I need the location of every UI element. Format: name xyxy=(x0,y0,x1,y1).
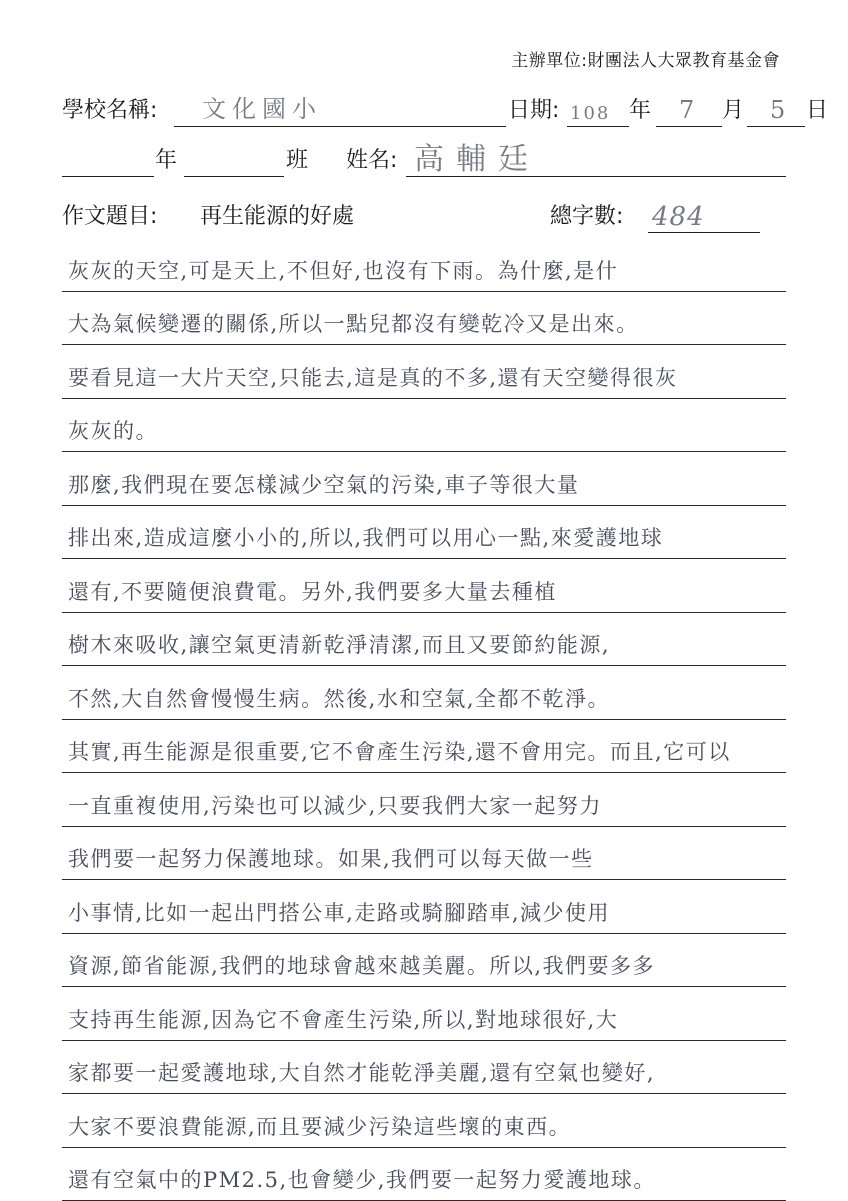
essay-line-text: 一直重複使用,污染也可以減少,只要我們大家一起努力 xyxy=(68,790,786,820)
month-label: 月 xyxy=(722,93,744,124)
class-label: 班 xyxy=(286,143,308,174)
essay-line xyxy=(62,827,786,881)
essay-line xyxy=(62,720,786,774)
grade-label: 年 xyxy=(155,143,177,174)
topic-count-row xyxy=(62,196,786,236)
essay-line-text: 家都要一起愛護地球,大自然才能乾淨美麗,還有空氣也變好, xyxy=(68,1057,786,1087)
essay-line xyxy=(62,399,786,453)
essay-line-text: 大家不要浪費能源,而且要減少污染這些壞的東西。 xyxy=(68,1111,786,1141)
essay-line-text: 資源,節省能源,我們的地球會越來越美麗。所以,我們要多多 xyxy=(68,950,786,980)
essay-line-text: 不然,大自然會慢慢生病。然後,水和空氣,全都不乾淨。 xyxy=(68,683,786,713)
year-label: 年 xyxy=(629,93,651,124)
class-field xyxy=(184,148,284,177)
essay-line-text: 灰灰的天空,可是天上,不但好,也沒有下雨。為什麼,是什 xyxy=(68,255,786,285)
essay-line-text: 要看見這一大片天空,只能去,這是真的不多,還有天空變得很灰 xyxy=(68,362,786,392)
essay-line-text: 還有,不要隨便浪費電。另外,我們要多大量去種植 xyxy=(68,576,786,606)
school-value: 文化國小 xyxy=(202,89,322,124)
essay-line xyxy=(62,1148,786,1201)
essay-line xyxy=(62,506,786,560)
day-label: 日 xyxy=(806,93,828,124)
essay-line xyxy=(62,238,786,292)
name-label: 姓名: xyxy=(346,143,397,174)
word-count-label: 總字數: xyxy=(550,199,623,230)
essay-line-text: 灰灰的。 xyxy=(68,415,786,445)
essay-line-text: 大為氣候變遷的關係,所以一點兒都沒有變乾冷又是出來。 xyxy=(68,308,786,338)
essay-body xyxy=(62,238,786,1201)
essay-line xyxy=(62,666,786,720)
date-day-value: 5 xyxy=(770,96,791,124)
grade-class-name-row xyxy=(62,140,786,180)
essay-line-text: 支持再生能源,因為它不會產生污染,所以,對地球很好,大 xyxy=(68,1004,786,1034)
essay-line xyxy=(62,345,786,399)
essay-line-text: 我們要一起努力保護地球。如果,我們可以每天做一些 xyxy=(68,843,786,873)
organizer-line: 主辦單位:財團法人大眾教育基金會 xyxy=(511,46,780,71)
date-label: 日期: xyxy=(508,93,559,124)
date-month-value: 7 xyxy=(679,96,700,124)
essay-line xyxy=(62,773,786,827)
essay-line xyxy=(62,613,786,667)
essay-line xyxy=(62,559,786,613)
essay-line xyxy=(62,1041,786,1095)
essay-line xyxy=(62,292,786,346)
school-label: 學校名稱: xyxy=(62,93,157,124)
essay-line xyxy=(62,987,786,1041)
essay-line-text: 排出來,造成這麼小小的,所以,我們可以用心一點,來愛護地球 xyxy=(68,522,786,552)
essay-line-text: 那麼,我們現在要怎樣減少空氣的污染,車子等很大量 xyxy=(68,469,786,499)
topic-label: 作文題目: xyxy=(62,199,157,230)
essay-line-text: 還有空氣中的PM2.5,也會變少,我們要一起努力愛護地球。 xyxy=(68,1164,786,1194)
date-year-value: 108 xyxy=(570,103,610,124)
essay-line xyxy=(62,1094,786,1148)
school-date-row xyxy=(62,90,786,130)
word-count-value: 484 xyxy=(652,202,705,232)
essay-line-text: 小事情,比如一起出門搭公車,走路或騎腳踏車,減少使用 xyxy=(68,897,786,927)
essay-line xyxy=(62,934,786,988)
name-value: 高輔廷 xyxy=(414,134,540,178)
essay-line-text: 其實,再生能源是很重要,它不會產生污染,還不會用完。而且,它可以 xyxy=(68,736,786,766)
essay-line xyxy=(62,880,786,934)
grade-field xyxy=(62,148,154,177)
essay-line xyxy=(62,452,786,506)
essay-line-text: 樹木來吸收,讓空氣更清新乾淨清潔,而且又要節約能源, xyxy=(68,629,786,659)
topic-value: 再生能源的好處 xyxy=(200,199,354,230)
